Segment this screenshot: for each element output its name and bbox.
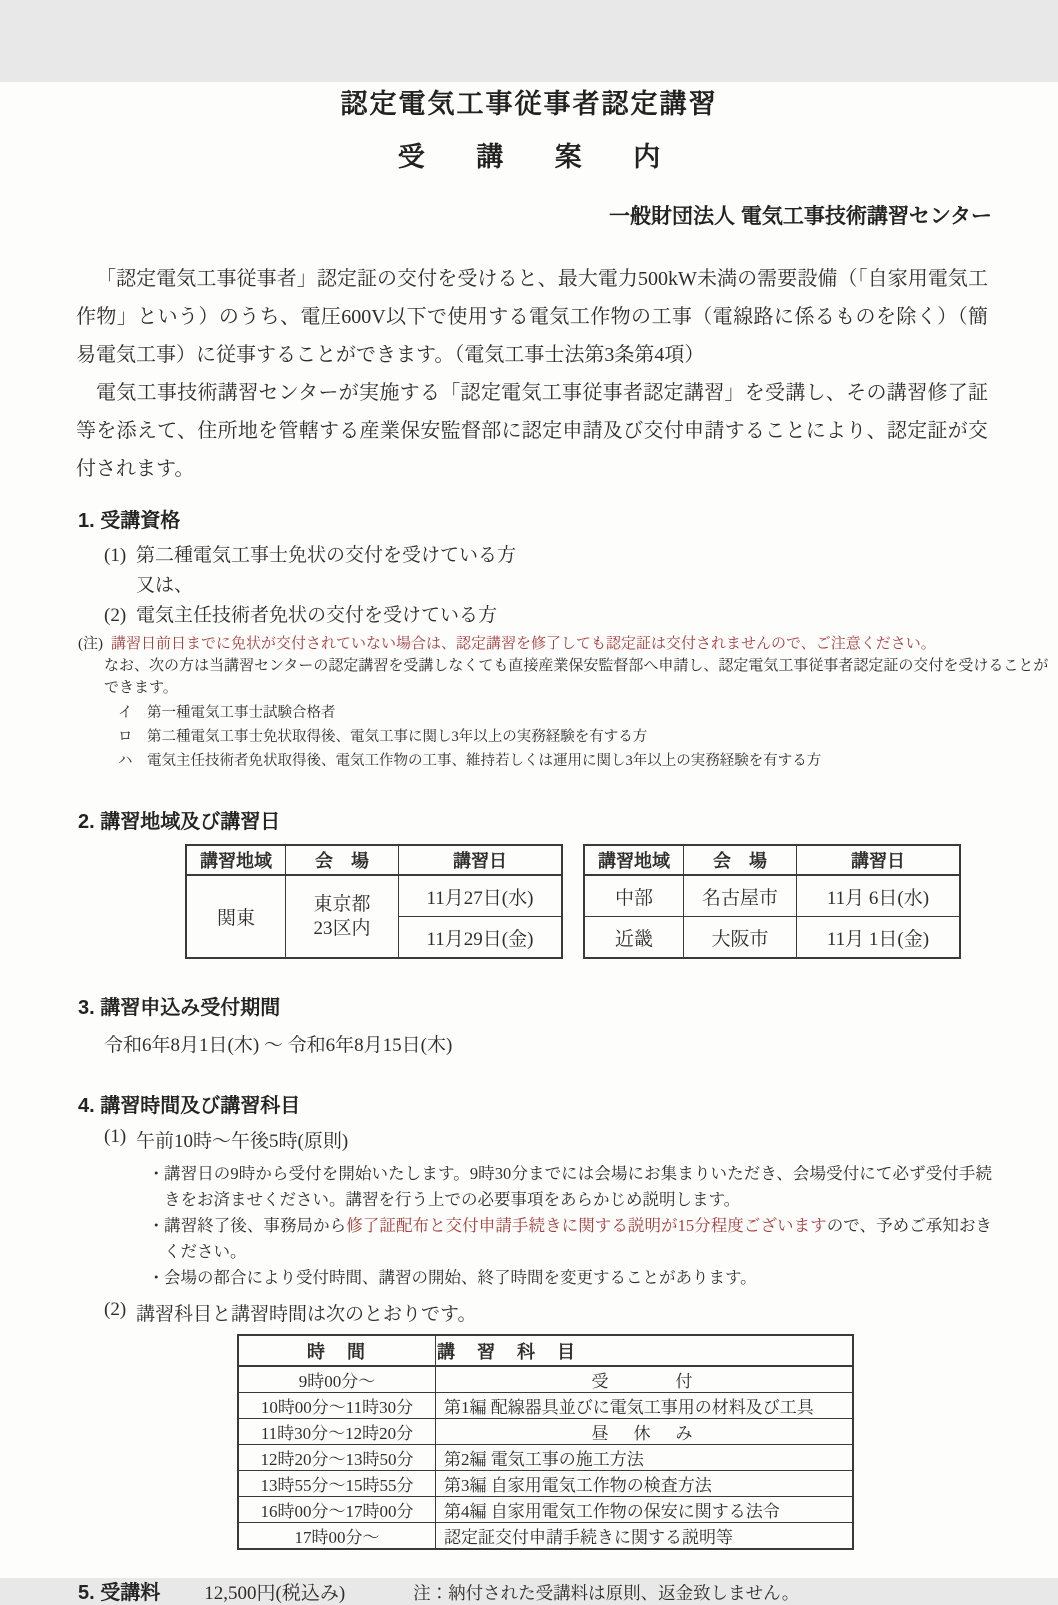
col-header-time: 時 間 <box>238 1335 436 1366</box>
col-header-region: 講習地域 <box>584 845 684 875</box>
subject-cell: 第1編 配線器具並びに電気工事用の材料及び工具 <box>436 1393 854 1419</box>
intro-paragraph-1: 「認定電気工事従事者」認定証の交付を受けると、最大電力500kW未満の需要設備（「自家用電気工作物」という）のうち、電圧600V以下で使用する電気工作物の工事（電線路に係るものを除く）（簡易電気工事）に従事することができます。（電気工事士法第3条第4項） <box>76 268 988 366</box>
venue-line-1: 東京都 <box>313 893 371 915</box>
section1-note <box>78 633 1058 699</box>
bullet-text-highlight: 修了証配布と交付申請手続きに関する説明が15分程度ございます <box>346 1216 827 1235</box>
subject-cell: 第3編 自家用電気工作物の検査方法 <box>436 1471 854 1497</box>
date-cell: 11月 6日(水) <box>797 875 961 917</box>
time-cell: 10時00分～11時30分 <box>238 1393 436 1419</box>
region-cell: 中部 <box>584 875 684 917</box>
section2-heading: 2. 講習地域及び講習日 <box>78 811 281 833</box>
bullet-marker: ・ <box>148 1268 165 1287</box>
section5-fee <box>78 1576 1058 1605</box>
time-cell: 12時20分～13時50分 <box>238 1445 436 1471</box>
item-text: 午前10時～午後5時(原則) <box>136 1131 349 1152</box>
item-number: (2) <box>104 605 127 626</box>
item-number: (1) <box>104 545 127 566</box>
fee-amount: 12,500円(税込み) <box>204 1583 346 1604</box>
exemption-item-ro: ロ 第二種電気工事士免状取得後、電気工事に関し3年以上の実務経験を有する方 <box>118 729 648 745</box>
note-sub-text: なお、次の方は当講習センターの認定講習を受講しなくても直接産業保安監督部へ申請し、認定電気工事従事者認定証の交付を受けることができます。 <box>104 658 1049 696</box>
subject-cell: 第4編 自家用電気工作物の保安に関する法令 <box>436 1497 854 1523</box>
table-row <box>238 1523 853 1550</box>
date-cell: 11月 1日(金) <box>797 917 961 959</box>
section1-heading: 1. 受講資格 <box>78 510 181 532</box>
date-cell: 11月27日(水) <box>399 875 563 917</box>
col-header-venue: 会 場 <box>286 845 399 875</box>
document-page <box>0 82 1058 1604</box>
time-cell: 16時00分～17時00分 <box>238 1497 436 1523</box>
bullet-text: 会場の都合により受付時間、講習の開始、終了時間を変更することがあります。 <box>164 1268 757 1287</box>
table-header-row <box>584 845 960 875</box>
application-period: 令和6年8月1日(木) ～ 令和6年8月15日(木) <box>104 1035 453 1056</box>
bullet-text <box>164 1213 992 1265</box>
col-header-subject: 講 習 科 目 <box>436 1335 854 1366</box>
table-row <box>238 1393 853 1419</box>
section5-heading: 5. 受講料 <box>78 1582 161 1604</box>
doc-title: 認定電気工事従事者認定講習 <box>340 89 718 119</box>
item-number: (2) <box>104 1299 127 1320</box>
time-cell: 9時00分～ <box>238 1366 436 1393</box>
region-cell: 近畿 <box>584 917 684 959</box>
bullet-marker: ・ <box>148 1164 165 1183</box>
col-header-date: 講習日 <box>797 845 961 875</box>
region-cell: 関東 <box>186 875 286 958</box>
table-row <box>186 875 562 917</box>
bullet-item <box>148 1161 992 1213</box>
item-number: (1) <box>104 1126 127 1147</box>
bullet-text-pre: 講習終了後、事務局から <box>164 1216 347 1235</box>
bullet-item <box>148 1265 992 1291</box>
qualification-or: 又は、 <box>136 575 194 596</box>
section3-heading: 3. 講習申込み受付期間 <box>78 997 281 1019</box>
note-exemption-list <box>118 701 1058 773</box>
subject-cell: 受 付 <box>436 1366 854 1393</box>
bullet-text: 講習日の9時から受付を開始いたします。9時30分までには会場にお集まりいただき、会場受付にて必ず受付手続きをお済ませください。講習を行う上での必要事項をあらかじめ説明します。 <box>164 1164 992 1209</box>
time-cell: 13時55分～15時55分 <box>238 1471 436 1497</box>
note-warning-text: 講習日前日までに免状が交付されていない場合は、認定講習を修了しても認定証は交付されませんので、ご注意ください。 <box>111 636 936 652</box>
intro-paragraph-2: 電気工事技術講習センターが実施する「認定電気工事従事者認定講習」を受講し、その講習修了証等を添えて、住所地を管轄する産業保安監督部に認定申請及び交付申請することにより、認定証が交付されます。 <box>76 382 988 480</box>
item-text: 第二種電気工事士免状の交付を受けている方 <box>136 545 517 566</box>
section4-notes <box>148 1161 992 1291</box>
col-header-date: 講習日 <box>399 845 563 875</box>
qualification-item-2 <box>104 601 1058 631</box>
table-row <box>238 1445 853 1471</box>
venue-line-2: 23区内 <box>313 917 371 939</box>
subject-cell: 認定証交付申請手続きに関する説明等 <box>436 1523 854 1550</box>
table-row <box>238 1419 853 1445</box>
section4-item-1 <box>104 1126 1058 1153</box>
table-row <box>584 875 960 917</box>
doc-subtitle: 受 講 案 内 <box>397 142 683 172</box>
table-header-row <box>186 845 562 875</box>
time-cell: 17時00分～ <box>238 1523 436 1550</box>
col-header-region: 講習地域 <box>186 845 286 875</box>
table-row <box>238 1497 853 1523</box>
fee-note: 注：納付された受講料は原則、返金致しません。 <box>413 1583 800 1603</box>
table-row <box>584 917 960 959</box>
schedule-table <box>237 1334 854 1550</box>
col-header-venue: 会 場 <box>684 845 797 875</box>
venue-cell: 大阪市 <box>684 917 797 959</box>
item-text: 電気主任技術者免状の交付を受けている方 <box>136 605 498 626</box>
table-row <box>238 1366 853 1393</box>
table-header-row <box>238 1335 853 1366</box>
kanto-region-table <box>185 844 563 959</box>
item-text: 講習科目と講習時間は次のとおりです。 <box>136 1304 477 1325</box>
qualification-item-1 <box>104 541 1058 571</box>
organization-name: 一般財団法人 電気工事技術講習センター <box>609 205 992 228</box>
exemption-item-ha: ハ 電気主任技術者免状取得後、電気工作物の工事、維持若しくは運用に関し3年以上の実務経験を有する方 <box>118 753 822 769</box>
time-cell: 11時30分～12時20分 <box>238 1419 436 1445</box>
exemption-item-i: イ 第一種電気工事士試験合格者 <box>118 705 336 721</box>
date-cell: 11月29日(金) <box>399 917 563 959</box>
bullet-text-post: ので、予めご承知おきください。 <box>164 1216 993 1261</box>
subject-cell: 昼 休 み <box>436 1419 854 1445</box>
section4-heading: 4. 講習時間及び講習科目 <box>78 1095 301 1117</box>
subject-cell: 第2編 電気工事の施工方法 <box>436 1445 854 1471</box>
note-label: (注) <box>78 636 103 652</box>
section1-items <box>104 541 1058 631</box>
table-row <box>238 1471 853 1497</box>
section4-item-2 <box>104 1299 1058 1326</box>
region-tables <box>185 844 1058 959</box>
bullet-marker: ・ <box>148 1216 165 1235</box>
chubu-kinki-region-table <box>583 844 961 959</box>
venue-cell: 名古屋市 <box>684 875 797 917</box>
venue-cell <box>286 875 399 958</box>
note-warning-line <box>78 633 1058 655</box>
bullet-item <box>148 1213 992 1265</box>
